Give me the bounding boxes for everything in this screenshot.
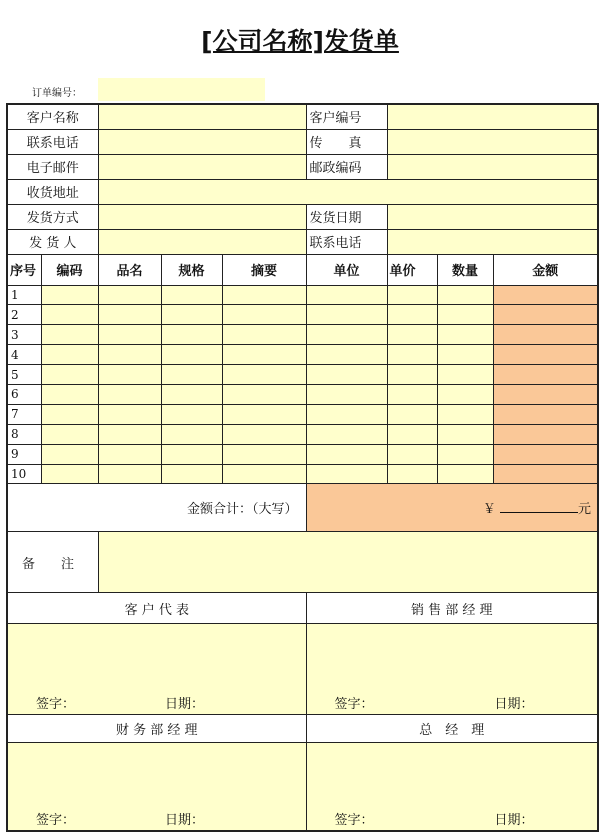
cell-input[interactable] <box>437 424 493 444</box>
table-row <box>7 365 598 385</box>
cell-input[interactable] <box>306 305 387 325</box>
cell-input[interactable] <box>161 384 222 404</box>
label-ship-method: 发货方式 <box>7 204 98 229</box>
cell-input[interactable] <box>387 384 437 404</box>
col-header: 金额 <box>493 254 598 285</box>
label-ship-date: 发货日期 <box>306 204 387 229</box>
cell-input[interactable] <box>493 365 598 385</box>
cell-input[interactable] <box>306 404 387 424</box>
sign-label: 签字： <box>36 812 76 828</box>
cell-input[interactable] <box>98 285 161 305</box>
label-shipper-phone: 联系电话 <box>306 229 387 254</box>
general-manager-signature[interactable] <box>306 743 598 831</box>
cell-input[interactable] <box>493 424 598 444</box>
cell-input[interactable] <box>222 444 306 464</box>
cell-input[interactable] <box>493 384 598 404</box>
row-number: 9 <box>7 444 41 464</box>
fax-input[interactable] <box>387 129 598 154</box>
col-header: 品名 <box>98 254 161 285</box>
row-number: 8 <box>7 424 41 444</box>
cell-input[interactable] <box>306 345 387 365</box>
notes-label: 备 注 <box>7 532 98 593</box>
col-header: 规格 <box>161 254 222 285</box>
table-row <box>7 345 598 365</box>
cell-input[interactable] <box>98 305 161 325</box>
cell-input[interactable] <box>306 325 387 345</box>
row-number: 3 <box>7 325 41 345</box>
cell-input[interactable] <box>387 444 437 464</box>
cell-input[interactable] <box>437 384 493 404</box>
email-input[interactable] <box>98 154 306 179</box>
date-label: 日期： <box>494 697 534 713</box>
cell-input[interactable] <box>161 325 222 345</box>
cell-input[interactable] <box>387 305 437 325</box>
date-label: 日期： <box>165 697 205 713</box>
cell-input[interactable] <box>493 285 598 305</box>
cell-input[interactable] <box>41 365 98 385</box>
shipper-phone-input[interactable] <box>387 229 598 254</box>
customer-rep-header: 客 户 代 表 <box>7 593 306 624</box>
cell-input[interactable] <box>493 345 598 365</box>
table-row <box>7 285 598 305</box>
table-row <box>7 464 598 484</box>
customer-no-input[interactable] <box>387 104 598 129</box>
ship-date-input[interactable] <box>387 204 598 229</box>
cell-input[interactable] <box>387 325 437 345</box>
label-address: 收货地址 <box>7 179 98 204</box>
cell-input[interactable] <box>387 365 437 385</box>
table-row <box>7 384 598 404</box>
cell-input[interactable] <box>41 285 98 305</box>
postcode-input[interactable] <box>387 154 598 179</box>
cell-input[interactable] <box>222 325 306 345</box>
page-title: [公司名称]发货单 <box>201 27 399 56</box>
date-label: 日期： <box>494 812 534 828</box>
table-row <box>7 305 598 325</box>
cell-input[interactable] <box>41 345 98 365</box>
finance-manager-header: 财 务 部 经 理 <box>7 715 306 743</box>
cell-input[interactable] <box>98 444 161 464</box>
total-label <box>7 484 306 532</box>
shipper-input[interactable] <box>98 229 306 254</box>
general-manager-header: 总 经 理 <box>306 715 598 743</box>
label-customer-no: 客户编号 <box>306 104 387 129</box>
col-header: 摘要 <box>222 254 306 285</box>
cell-input[interactable] <box>98 464 161 484</box>
row-number: 2 <box>7 305 41 325</box>
cell-input[interactable] <box>161 305 222 325</box>
cell-input[interactable] <box>306 464 387 484</box>
label-customer-name: 客户名称 <box>7 104 98 129</box>
cell-input[interactable] <box>387 424 437 444</box>
cell-input[interactable] <box>222 305 306 325</box>
cell-input[interactable] <box>493 464 598 484</box>
table-row <box>7 325 598 345</box>
shipping-form <box>6 103 599 832</box>
col-header: 单价 <box>387 254 437 285</box>
row-number: 7 <box>7 404 41 424</box>
label-postcode: 邮政编码 <box>306 154 387 179</box>
cell-input[interactable] <box>161 345 222 365</box>
total-label-text: 金额合计：（大写） <box>187 502 298 518</box>
cell-input[interactable] <box>387 345 437 365</box>
cell-input[interactable] <box>41 384 98 404</box>
cell-input[interactable] <box>437 404 493 424</box>
cell-input[interactable] <box>387 285 437 305</box>
cell-input[interactable] <box>41 424 98 444</box>
cell-input[interactable] <box>306 384 387 404</box>
table-row <box>7 404 598 424</box>
cell-input[interactable] <box>222 464 306 484</box>
table-row <box>7 424 598 444</box>
cell-input[interactable] <box>41 444 98 464</box>
cell-input[interactable] <box>306 285 387 305</box>
col-header: 编码 <box>41 254 98 285</box>
cell-input[interactable] <box>98 384 161 404</box>
cell-input[interactable] <box>493 325 598 345</box>
cell-input[interactable] <box>222 424 306 444</box>
order-no-input[interactable] <box>98 78 265 101</box>
finance-manager-signature[interactable] <box>7 743 306 831</box>
cell-input[interactable] <box>387 404 437 424</box>
table-row <box>7 444 598 464</box>
label-email: 电子邮件 <box>7 154 98 179</box>
currency-symbol: ￥ <box>482 502 496 518</box>
sales-manager-signature[interactable] <box>306 624 598 715</box>
cell-input[interactable] <box>161 444 222 464</box>
cell-input[interactable] <box>222 404 306 424</box>
sign-label: 签字： <box>334 697 374 713</box>
cell-input[interactable] <box>437 345 493 365</box>
notes-input[interactable] <box>98 532 598 593</box>
cell-input[interactable] <box>98 365 161 385</box>
total-amount-field[interactable] <box>306 484 598 532</box>
cell-input[interactable] <box>98 404 161 424</box>
cell-input[interactable] <box>161 365 222 385</box>
col-header: 序号 <box>7 254 41 285</box>
row-number: 4 <box>7 345 41 365</box>
cell-input[interactable] <box>41 404 98 424</box>
cell-input[interactable] <box>161 285 222 305</box>
cell-input[interactable] <box>493 444 598 464</box>
customer-rep-signature[interactable] <box>7 624 306 715</box>
sign-label: 签字： <box>334 812 374 828</box>
yuan-label: 元 <box>578 502 592 518</box>
phone-input[interactable] <box>98 129 306 154</box>
cell-input[interactable] <box>437 464 493 484</box>
cell-input[interactable] <box>161 464 222 484</box>
sales-manager-header: 销 售 部 经 理 <box>306 593 598 624</box>
row-number: 6 <box>7 384 41 404</box>
cell-input[interactable] <box>161 424 222 444</box>
cell-input[interactable] <box>98 325 161 345</box>
cell-input[interactable] <box>41 325 98 345</box>
date-label: 日期： <box>165 812 205 828</box>
cell-input[interactable] <box>437 285 493 305</box>
cell-input[interactable] <box>306 365 387 385</box>
order-no-label: 订单编号： <box>32 88 82 99</box>
cell-input[interactable] <box>222 384 306 404</box>
ship-method-input[interactable] <box>98 204 306 229</box>
cell-input[interactable] <box>437 305 493 325</box>
cell-input[interactable] <box>161 404 222 424</box>
cell-input[interactable] <box>387 464 437 484</box>
col-header: 单位 <box>306 254 387 285</box>
cell-input[interactable] <box>437 365 493 385</box>
row-number: 1 <box>7 285 41 305</box>
cell-input[interactable] <box>437 444 493 464</box>
customer-name-input[interactable] <box>98 104 306 129</box>
cell-input[interactable] <box>98 345 161 365</box>
cell-input[interactable] <box>41 305 98 325</box>
cell-input[interactable] <box>493 305 598 325</box>
label-shipper: 发 货 人 <box>7 229 98 254</box>
cell-input[interactable] <box>222 365 306 385</box>
cell-input[interactable] <box>306 444 387 464</box>
cell-input[interactable] <box>306 424 387 444</box>
cell-input[interactable] <box>41 464 98 484</box>
address-input[interactable] <box>98 179 598 204</box>
cell-input[interactable] <box>437 325 493 345</box>
row-number: 5 <box>7 365 41 385</box>
cell-input[interactable] <box>493 404 598 424</box>
cell-input[interactable] <box>222 285 306 305</box>
label-phone: 联系电话 <box>7 129 98 154</box>
row-number: 10 <box>7 464 41 484</box>
sign-label: 签字： <box>36 697 76 713</box>
col-header: 数量 <box>437 254 493 285</box>
label-fax: 传 真 <box>306 129 387 154</box>
cell-input[interactable] <box>98 424 161 444</box>
cell-input[interactable] <box>222 345 306 365</box>
